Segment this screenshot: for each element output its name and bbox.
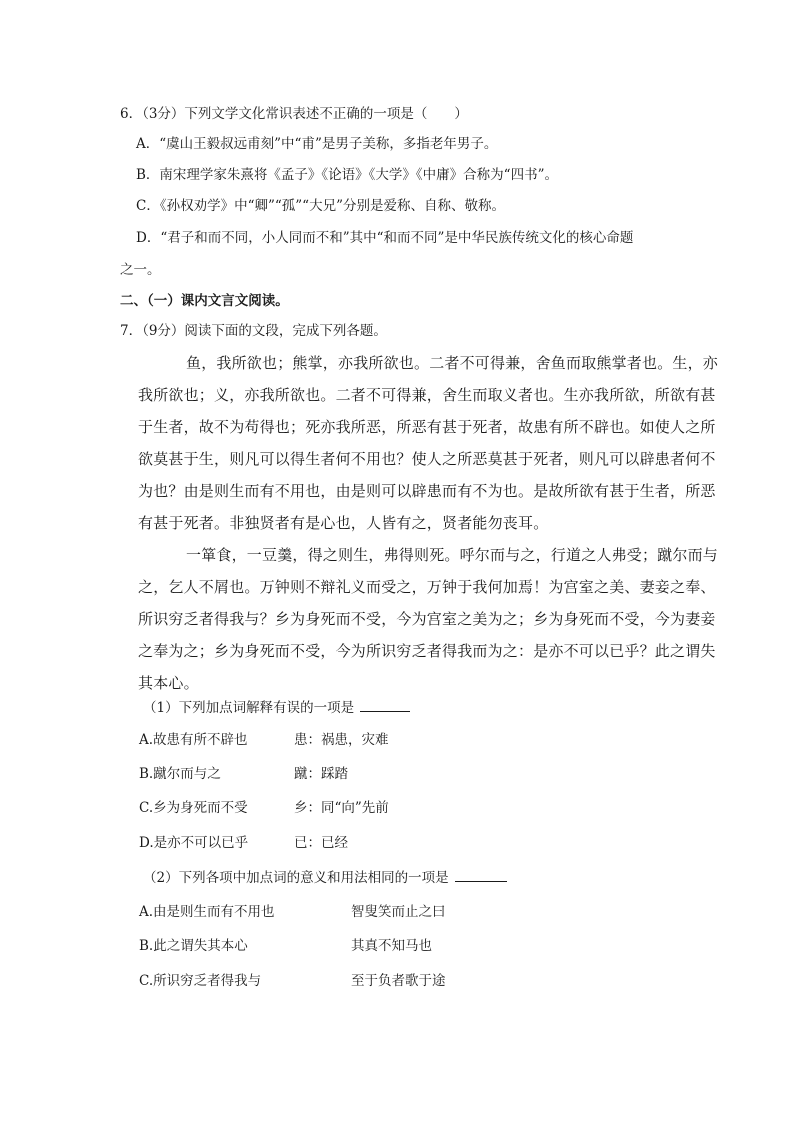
q6-option-d-cont: 之一。: [120, 262, 161, 278]
passage-line: 鱼，我所欲也；熊掌，亦我所欲也。二者不可得兼，舍鱼而取熊掌者也。生，亦: [186, 354, 719, 372]
choice-text: C.所识穷乏者得我与: [139, 973, 262, 989]
q7-sub2-stem: [143, 867, 507, 888]
q7-sub1-stem-text: （1）下列加点词解释有误的一项是: [143, 700, 355, 716]
q6-stem: 6．（3分）下列文学文化常识表述不正确的一项是（ ）: [120, 106, 468, 122]
passage-line: 我所欲也；义，亦我所欲也。二者不可得兼，舍生而取义者也。生亦我所欲，所欲有甚: [138, 386, 716, 404]
choice-compare: 至于负者歌于途: [351, 973, 446, 989]
choice-explanation: 患：祸患，灾难: [294, 732, 389, 748]
q6-option-d: D．“君子和而不同，小人同而不和”其中“和而不同”是中华民族传统文化的核心命题: [136, 230, 634, 246]
choice-compare: 其真不知马也: [351, 938, 432, 954]
passage-line: 之，乞人不屑也。万钟则不辩礼义而受之，万钟于我何加焉！为宫室之美、妻妾之奉、: [138, 578, 716, 596]
passage-line: 之奉为之；乡为身死而不受，今为所识穷乏者得我而为之：是亦不可以已乎？此之谓失: [138, 642, 716, 660]
choice-explanation: 已：已经: [294, 835, 348, 851]
choice-explanation: 乡：同“向”先前: [294, 800, 389, 816]
choice-text: B.此之谓失其本心: [139, 938, 248, 954]
answer-blank[interactable]: [455, 867, 507, 882]
q7-sub2-stem-text: （2）下列各项中加点词的意义和用法相同的一项是: [143, 870, 449, 886]
passage-line: 为也？由是则生而有不用也，由是则可以辟患而有不为也。是故所欲有甚于生者，所恶: [138, 482, 716, 500]
choice-compare: 智叟笑而止之曰: [351, 904, 446, 920]
choice-text: A.故患有所不辟也: [139, 732, 248, 748]
passage-line: 一箪食，一豆羹，得之则生，弗得则死。呼尔而与之，行道之人弗受；蹴尔而与: [186, 546, 719, 564]
section-heading: 二、（一）课内文言文阅读。: [120, 293, 289, 309]
passage-line: 欲莫甚于生，则凡可以得生者何不用也？使人之所恶莫甚于死者，则凡可以辟患者何不: [138, 450, 716, 468]
passage-line: 其本心。: [138, 674, 199, 692]
choice-text: D.是亦不可以已乎: [139, 835, 249, 851]
passage-line: 有甚于死者。非独贤者有是心也，人皆有之，贤者能勿丧耳。: [138, 514, 549, 532]
passage-line: 所识穷乏者得我与？乡为身死而不受，今为宫室之美为之；乡为身死而不受，今为妻妾: [138, 610, 716, 628]
passage-line: 于生者，故不为苟得也；死亦我所恶，所恶有甚于死者，故患有所不辟也。如使人之所: [138, 418, 716, 436]
choice-explanation: 蹴：踩踏: [294, 766, 348, 782]
choice-text: B.蹴尔而与之: [139, 766, 221, 782]
choice-text: C.乡为身死而不受: [139, 800, 248, 816]
q6-option-b: B．南宋理学家朱熹将《孟子》《论语》《大学》《中庸》合称为“四书”。: [136, 167, 558, 183]
choice-text: A.由是则生而有不用也: [139, 904, 275, 920]
q7-stem: 7．（9分）阅读下面的文段，完成下列各题。: [120, 323, 387, 339]
q6-option-a: A．“虞山王毅叔远甫刻”中“甫”是男子美称，多指老年男子。: [136, 136, 498, 152]
q7-sub1-stem: [143, 697, 410, 718]
q6-option-c: C．《孙权劝学》中“卿”“孤”“大兄”分别是爱称、自称、敬称。: [136, 198, 505, 214]
answer-blank[interactable]: [360, 697, 410, 712]
